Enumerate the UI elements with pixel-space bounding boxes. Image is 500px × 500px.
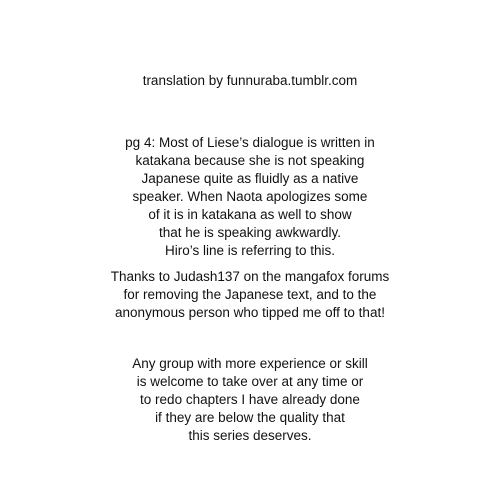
note-line: Thanks to Judash137 on the mangafox forums	[110, 269, 390, 284]
katakana-note	[0, 134, 500, 260]
takeover-note	[0, 355, 500, 445]
note-line: anonymous person who tipped me off to that!	[115, 305, 385, 320]
note-line: Japanese quite as fluidly as a native	[141, 171, 359, 186]
note-line: pg 4: Most of Liese’s dialogue is written in	[125, 135, 375, 150]
thanks-note	[0, 268, 500, 322]
note-line: of it is in katakana as well to show	[148, 207, 352, 222]
note-line: for removing the Japanese text, and to the	[123, 287, 377, 302]
credit-line: translation by funnuraba.tumblr.com	[142, 73, 358, 88]
note-line: katakana because she is not speaking	[135, 153, 365, 168]
note-line: to redo chapters I have already done	[140, 392, 360, 407]
note-line: that he is speaking awkwardly.	[158, 225, 342, 240]
translation-credit	[0, 72, 500, 90]
note-line: speaker. When Naota apologizes some	[132, 189, 368, 204]
note-line: this series deserves.	[188, 428, 312, 443]
note-line: Hiro’s line is referring to this.	[164, 243, 336, 258]
note-line: Any group with more experience or skill	[132, 356, 368, 371]
note-line: is welcome to take over at any time or	[136, 374, 364, 389]
note-line: if they are below the quality that	[155, 410, 345, 425]
